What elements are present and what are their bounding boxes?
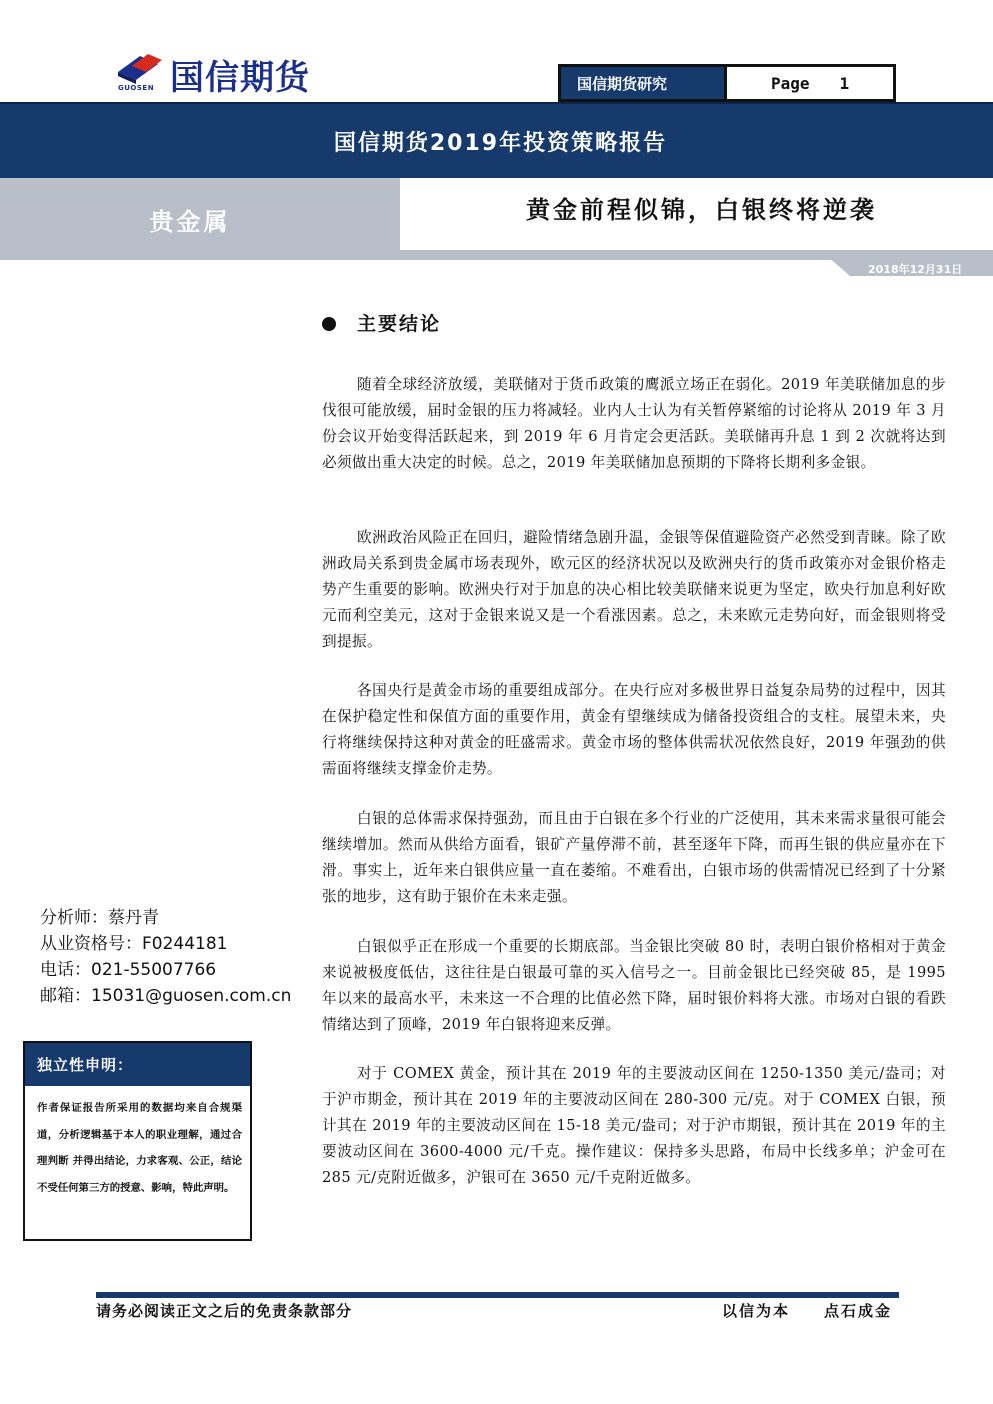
header-info-box — [558, 64, 896, 102]
research-label: 国信期货研究 — [561, 67, 727, 99]
analyst-phone: 电话：021-55007766 — [40, 960, 217, 980]
page-indicator — [727, 67, 893, 99]
analyst-info — [40, 905, 291, 1009]
paragraph-central-banks: 各国央行是黄金市场的重要组成部分。在央行应对多极世界日益复杂局势的过程中，因其在保护稳定性和保值方面的重要作用，黄金有望继续成为储备投资组合的支柱。展望未来，央行将继续保持这种对黄金的旺盛需求。黄金市场的整体供需状况依然良好，2019 年强劲的供需面将继续支撑金价走势。 — [322, 682, 946, 777]
footer-motto — [722, 1300, 892, 1321]
category-label: 贵金属 — [149, 207, 231, 236]
motto-1: 以信为本 — [722, 1302, 791, 1320]
analyst-license: 从业资格号：F0244181 — [40, 934, 228, 954]
declaration-title: 独立性申明： — [25, 1043, 250, 1086]
company-logo — [114, 48, 354, 96]
bullet-icon — [322, 317, 336, 331]
motto-2: 点石成金 — [824, 1302, 893, 1320]
paragraph-price-forecast: 对于 COMEX 黄金，预计其在 2019 年的主要波动区间在 1250-1350 美元/盎司；对于沪市期金，预计其在 2019 年的主要波动区间在 280-300 元/克。对于 COMEX 白银，预计其在 2019 年的主要波动区间在 15-18 美元/盎司；对于沪市期银，预计其在 2019 年的主要波动区间在 3600-4000 元/千克。操作建议：保持多头思路，布局中长线多单；沪金可在 285 元/克附近做多，沪银可在 3650 元/千克附近做多。 — [322, 1065, 946, 1186]
paragraph-silver-demand: 白银的总体需求保持强劲，而且由于白银在多个行业的广泛使用，其未来需求量很可能会继续增加。然而从供给方面看，银矿产量停滞不前，甚至逐年下降，而再生银的供应量亦在下滑。事实上，近年来白银供应量一直在萎缩。不难看出，白银市场的供需情况已经到了十分紧张的地步，这有助于银价在未来走强。 — [322, 810, 946, 905]
paragraph-gold-silver-ratio: 白银似乎正在形成一个重要的长期底部。当金银比突破 80 时，表明白银价格相对于黄金来说被极度低估，这往往是白银最可靠的买入信号之一。目前金银比已经突破 85，是 1995 年以来的最高水平，未来这一不合理的比值必然下降，届时银价料将大涨。市场对白银的看跌情绪达到了顶峰，2019 年白银将迎来反弹。 — [322, 938, 946, 1033]
logo-subtext: GUOSEN — [118, 84, 155, 92]
page-label: Page — [771, 73, 810, 93]
page-number: 1 — [839, 73, 850, 93]
logo-name: 国信期货 — [170, 58, 310, 98]
declaration-body: 作者保证报告所采用的数据均来自合规渠道，分析逻辑基于本人的职业理解，通过合理判断 并得出结论，力求客观、公正，结论不受任何第三方的授意、影响，特此声明。 — [37, 1102, 242, 1194]
title-band — [0, 102, 993, 178]
paragraph-fed-policy: 随着全球经济放缓，美联储对于货币政策的鹰派立场正在弱化。2019 年美联储加息的步伐很可能放缓，届时金银的压力将减轻。业内人士认为有关暂停紧缩的讨论将从 2019 年 3 月份会议开始变得活跃起来，到 2019 年 6 月肯定会更活跃。美联储再升息 1 到 2 次就将达到必须做出重大决定的时候。总之，2019 年美联储加息预期的下降将长期利多金银。 — [322, 376, 946, 471]
report-subtitle: 黄金前程似锦，白银终将逆袭 — [526, 196, 877, 224]
footer-disclaimer: 请务必阅读正文之后的免责条款部分 — [96, 1302, 353, 1320]
report-title: 国信期货2019年投资策略报告 — [333, 130, 668, 156]
analyst-name: 分析师：蔡丹青 — [40, 908, 159, 928]
report-date: 2018年12月31日 — [868, 263, 963, 276]
analyst-email: 邮箱：15031@guosen.com.cn — [40, 986, 292, 1006]
independence-declaration — [23, 1041, 252, 1241]
footer-divider — [96, 1292, 899, 1298]
paragraph-europe-risk: 欧洲政治风险正在回归，避险情绪急剧升温，金银等保值避险资产必然受到青睐。除了欧洲政局关系到贵金属市场表现外，欧元区的经济状况以及欧洲央行的货币政策亦对金银价格走势产生重要的影响。欧洲央行对于加息的决心相比较美联储来说更为坚定，欧央行加息利好欧元而利空美元，这对于金银来说又是一个看涨因素。总之，未来欧元走势向好，而金银则将受到提振。 — [322, 529, 946, 650]
section-heading: 主要结论 — [357, 313, 442, 335]
